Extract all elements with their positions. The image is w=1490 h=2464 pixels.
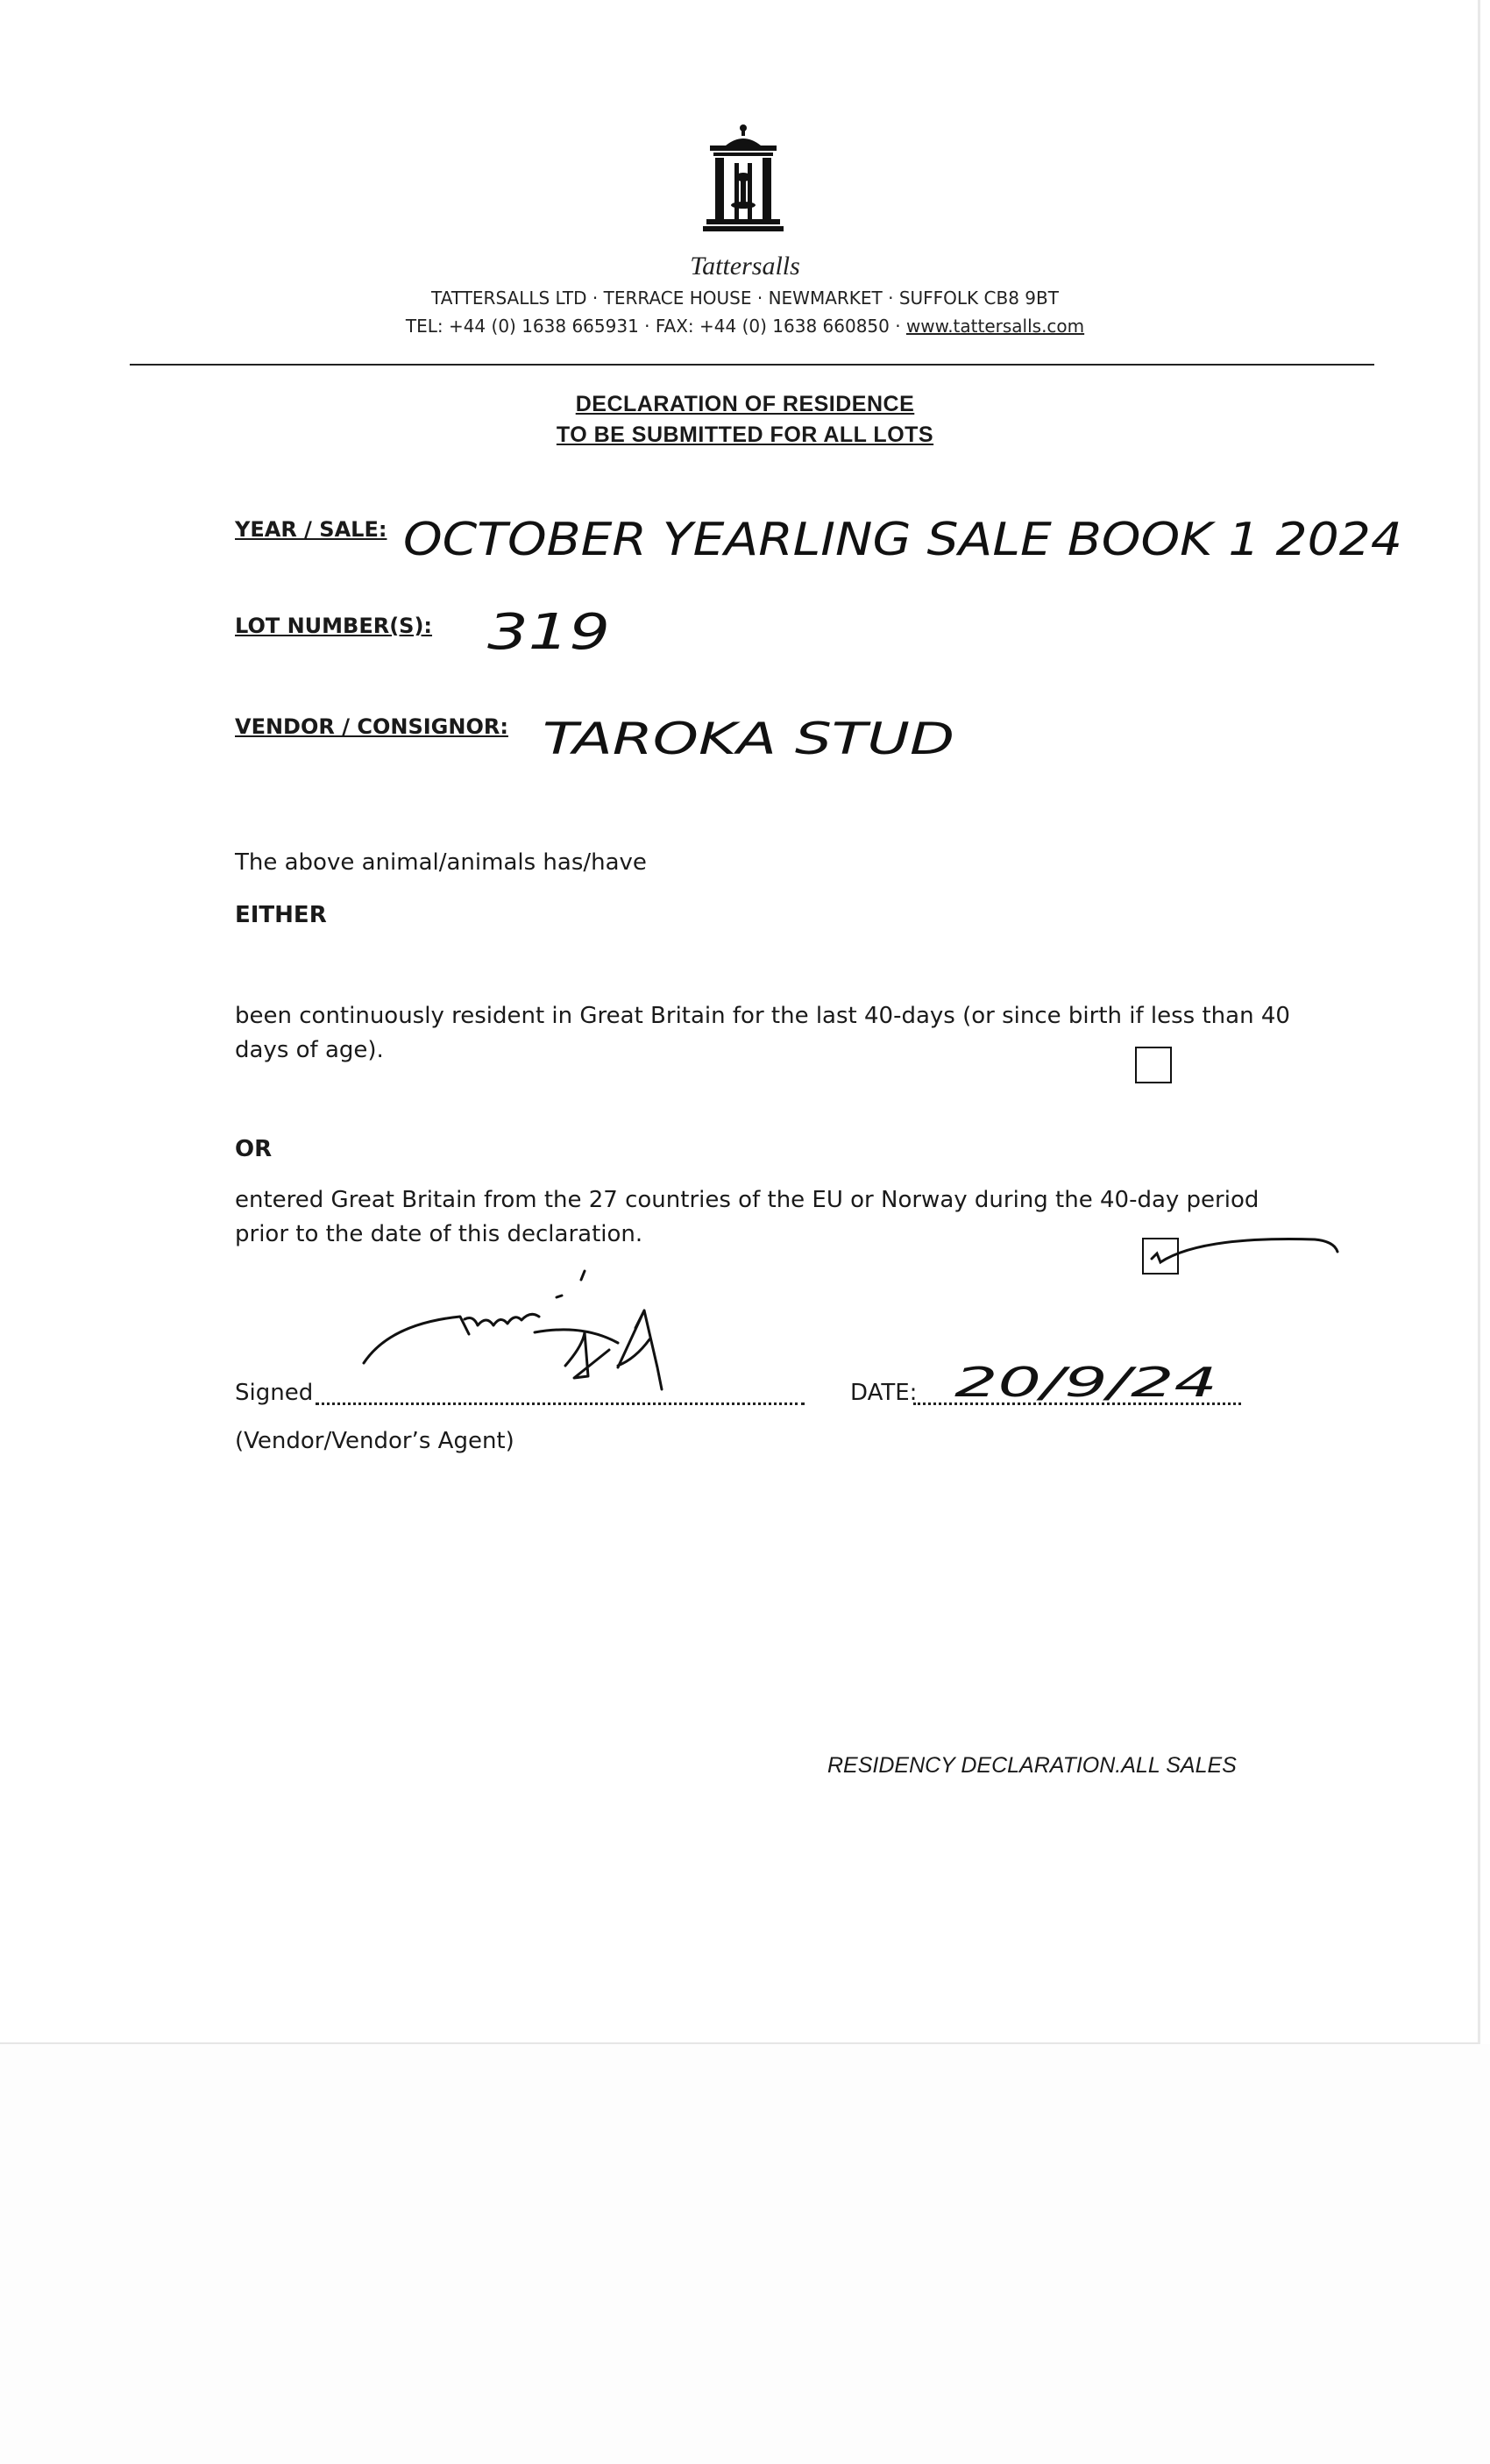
- brand-name: Tattersalls: [690, 252, 800, 280]
- date-label: DATE:: [850, 1380, 918, 1406]
- scan-background: [0, 2044, 1490, 2464]
- option-2-text: [235, 1183, 1259, 1252]
- option-1-line-1: been continuously resident in Great Britain for the last 40-days (or since birth if less than 40: [235, 1003, 1290, 1029]
- signer-role: (Vendor/Vendor’s Agent): [235, 1428, 514, 1454]
- option-2-line-2: prior to the date of this declaration.: [235, 1221, 643, 1247]
- footer-reference: RESIDENCY DECLARATION.ALL SALES: [827, 1753, 1237, 1778]
- website-link[interactable]: www.tattersalls.com: [905, 316, 1085, 337]
- signed-label: Signed: [235, 1380, 314, 1406]
- tattersalls-logo-icon: [699, 123, 787, 254]
- vendor-label: VENDOR / CONSIGNOR:: [235, 714, 508, 739]
- lot-numbers-label: LOT NUMBER(S):: [235, 614, 433, 638]
- date-value: 20/9/24: [954, 1359, 1217, 1406]
- form-subtitle: TO BE SUBMITTED FOR ALL LOTS: [556, 423, 934, 447]
- header-divider: [130, 364, 1374, 366]
- option-1-text: [235, 999, 1290, 1068]
- vendor-handwritten-value: [539, 701, 960, 771]
- or-label: OR: [235, 1136, 273, 1162]
- contact-line: [0, 316, 1490, 337]
- vendor-signature-icon: [355, 1262, 811, 1402]
- vendor-value: TAROKA STUD: [543, 714, 954, 764]
- option-1-checkbox[interactable]: [1135, 1047, 1172, 1083]
- form-title: DECLARATION OF RESIDENCE: [575, 392, 915, 416]
- year-sale-handwritten-value: [399, 495, 1416, 574]
- option-2-check-mark-icon: [1139, 1227, 1341, 1280]
- either-label: EITHER: [235, 902, 327, 928]
- address-line: TATTERSALLS LTD · TERRACE HOUSE · NEWMARKET · SUFFOLK CB8 9BT: [431, 288, 1059, 309]
- lot-numbers-handwritten-value: [484, 596, 624, 666]
- contact-numbers: TEL: +44 (0) 1638 665931 · FAX: +44 (0) 1638 660850 ·: [405, 316, 906, 337]
- year-sale-label: YEAR / SALE:: [235, 517, 387, 542]
- option-1-line-2: days of age).: [235, 1037, 384, 1063]
- date-handwritten-value: [951, 1354, 1240, 1424]
- intro-text: The above animal/animals has/have: [235, 849, 647, 876]
- option-2-line-1: entered Great Britain from the 27 countries of the EU or Norway during the 40-day period: [235, 1187, 1259, 1213]
- lot-numbers-value: 319: [487, 604, 610, 661]
- year-sale-value: OCTOBER YEARLING SALE BOOK 1 2024: [403, 514, 1402, 566]
